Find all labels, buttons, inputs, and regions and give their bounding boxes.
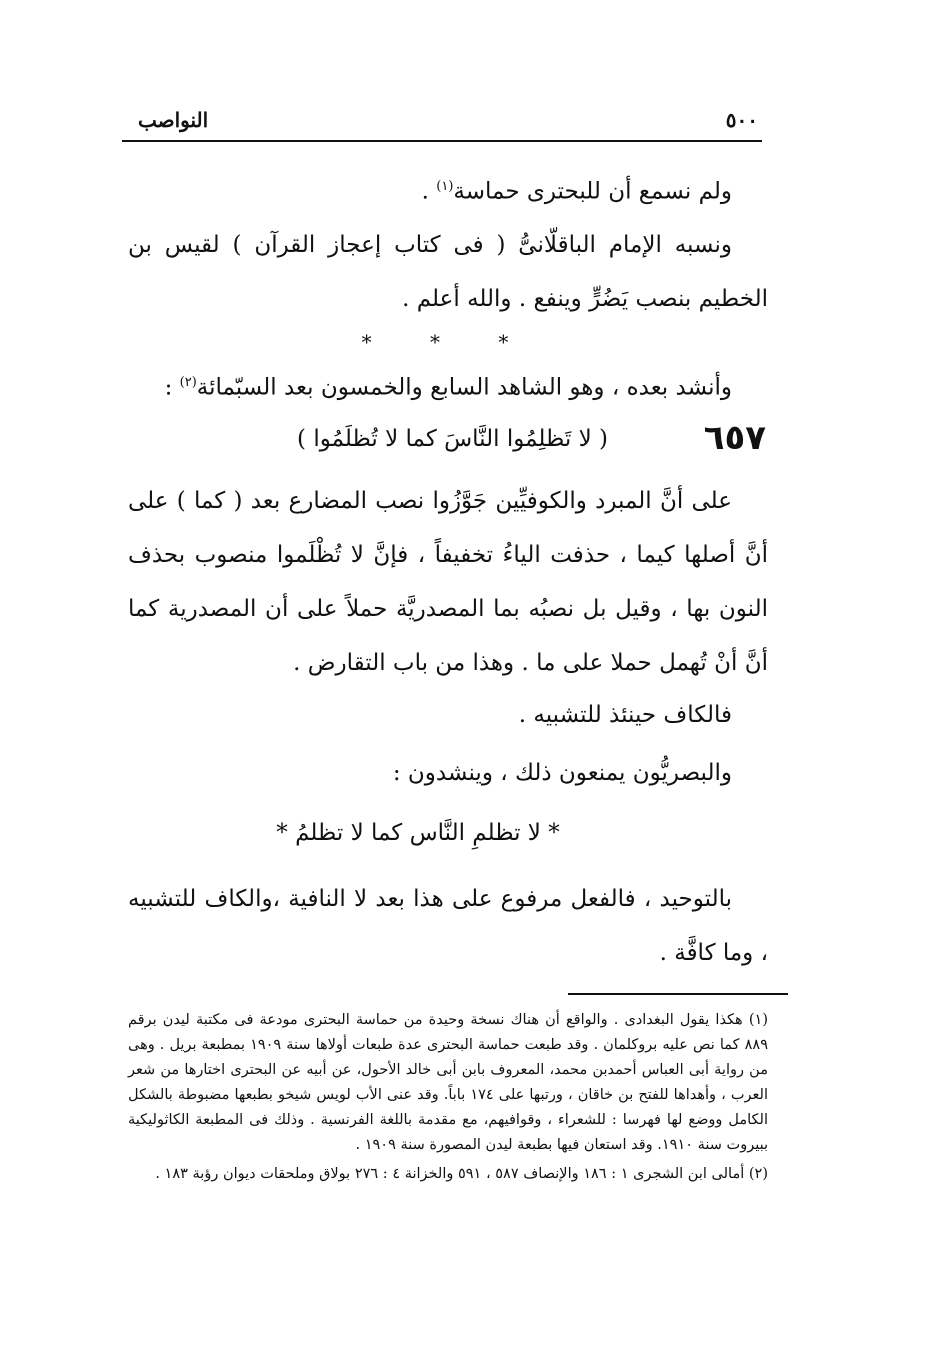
- paragraph-5: [128, 688, 768, 742]
- footnote-1: [128, 1008, 768, 1158]
- paragraph-7: [128, 872, 768, 980]
- footnote-1-label: (١): [748, 1012, 769, 1028]
- witness-number: ٦٥٧: [703, 418, 766, 458]
- paragraph-2-text: ونسبه الإمام الباقلّانىُّ ( فى كتاب إعجاز القرآن ) لقيس بن الخطيم بنصب يَضُرٍّ وينفع . والله أعلم .: [128, 232, 768, 312]
- paragraph-1: [128, 160, 768, 219]
- running-header: [122, 104, 762, 142]
- footnote-divider: [568, 993, 788, 995]
- footnote-ref-1: (١): [436, 179, 454, 194]
- footnote-2-text: أمالى ابن الشجرى ١ : ١٨٦ والإنصاف ٥٨٧ ، ٥٩١ والخزانة ٤ : ٢٧٦ بولاق وملحقات ديوان رؤبة ١٨٣ .: [155, 1166, 745, 1182]
- paragraph-4: [128, 474, 768, 690]
- paragraph-2: [128, 218, 768, 326]
- witness-row: [128, 418, 768, 472]
- paragraph-6: [128, 746, 768, 800]
- paragraph-3: [128, 356, 768, 415]
- footnote-ref-2: (٢): [179, 375, 197, 390]
- paragraph-3-end: :: [164, 374, 180, 401]
- footnote-1-text: هكذا يقول البغدادى . والواقع أن هناك نسخة وحيدة من حماسة البحترى مودعة فى مكتبة ليدن برقم ٨٨٩ كما نص عليه بروكلمان . وقد طبعت حماسة البحترى عدة طبعات أولاها سنة ١٩٠٩ بمطبعة بريل . وهى من رواية أبى العباس أحمدبن محمد، المعروف بابن أبى خالد الأحول، عن أبيه عن البحترى اختارها من شعر العرب ، وأهداها للفتح بن خاقان ، ورتبها على ١٧٤ باباً. وقد عنى الأب لويس شيخو بطبعها مضبوطة بالشكل الكامل ووضع لها فهرسا : للشعراء ، وقوافيهم، مع مقدمة باللغة الفرنسية . وذلك فى المطبعة الكاثوليكية ببيروت سنة ١٩١٠. وقد استعان فيها بطبعة ليدن المصورة سنة ١٩٠٩ .: [128, 1012, 768, 1153]
- footnote-2: [128, 1162, 768, 1187]
- footnotes: [128, 1008, 768, 1187]
- paragraph-7-text: بالتوحيد ، فالفعل مرفوع على هذا بعد لا النافية ،والكاف للتشبيه ، وما كافَّة .: [128, 886, 768, 966]
- witness-verse: ( لا تَظلِمُوا النَّاسَ كما لا تُظلَمُوا ): [297, 426, 608, 452]
- paragraph-5-text: فالكاف حينئذ للتشبيه .: [518, 702, 732, 728]
- paragraph-3-text: وأنشد بعده ، وهو الشاهد السابع والخمسون بعد السبّمائة: [196, 374, 732, 401]
- paragraph-1-end: .: [421, 178, 437, 205]
- footnote-2-label: (٢): [748, 1166, 768, 1182]
- paragraph-6-text: والبصريُّون يمنعون ذلك ، وينشدون :: [392, 760, 732, 786]
- section-separator-stars: * * *: [361, 330, 535, 354]
- quoted-verse: * لا تظلمِ النَّاس كما لا تظلمُ *: [276, 820, 560, 846]
- paragraph-4-text: على أنَّ المبرد والكوفيِّين جَوَّزُوا نصب المضارع بعد ( كما ) على أنَّ أصلها كيما ، حذفت الياءُ تخفيفاً ، فإنَّ لا تُظْلَموا منصوب بحذف النون بها ، وقيل بل نصبُه بما المصدريَّة حملاً على أن المصدرية كما أنَّ أنْ تُهمل حملا على ما . وهذا من باب التقارض .: [128, 488, 768, 676]
- paragraph-1-text: ولم نسمع أن للبحترى حماسة: [453, 178, 732, 205]
- page-number: ٥٠٠: [725, 108, 758, 132]
- header-title: النواصب: [138, 108, 209, 132]
